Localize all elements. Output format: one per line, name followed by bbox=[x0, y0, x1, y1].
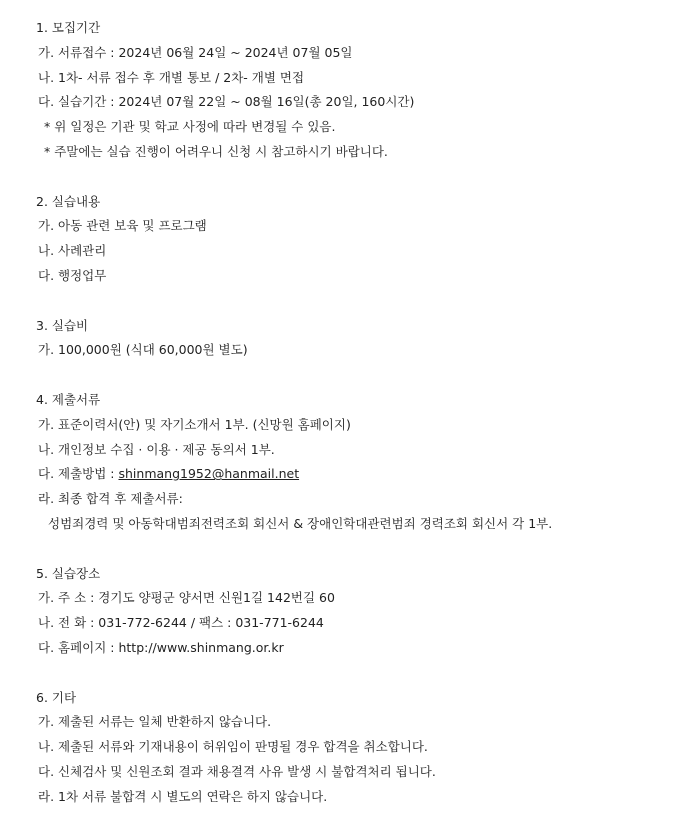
spacer bbox=[36, 289, 681, 314]
section-item: 나. 제출된 서류와 기재내용이 허위임이 판명될 경우 합격을 취소합니다. bbox=[38, 739, 428, 755]
section-heading: 1. 모집기간 bbox=[36, 20, 101, 35]
section-item: 나. 사례관리 bbox=[38, 243, 107, 259]
submit-method-label: 다. 제출방법 : bbox=[38, 466, 119, 482]
section-heading: 5. 실습장소 bbox=[36, 565, 101, 581]
section-item: 가. 아동 관련 보육 및 프로그램 bbox=[38, 218, 207, 234]
spacer bbox=[36, 165, 681, 190]
section-item: 가. 주 소 : 경기도 양평군 양서면 신원1길 142번길 60 bbox=[38, 590, 335, 606]
section-heading: 3. 실습비 bbox=[36, 317, 89, 333]
section-item: 다. 행정업무 bbox=[38, 267, 107, 283]
section-item-detail: 성범죄경력 및 아동학대범죄전력조회 회신서 & 장애인학대관련범죄 경력조회 회신서 각 1부. bbox=[48, 515, 553, 531]
section-item: 다. 신체검사 및 신원조회 결과 채용결격 사유 발생 시 불합격처리 됩니다. bbox=[38, 763, 436, 779]
section-item: 다. 홈페이지 : http://www.shinmang.or.kr bbox=[38, 639, 284, 655]
section-note: * 주말에는 실습 진행이 어려우니 신청 시 참고하시기 바랍니다. bbox=[44, 143, 388, 159]
section-item: 라. 1차 서류 불합격 시 별도의 연락은 하지 않습니다. bbox=[38, 788, 328, 804]
section-heading: 2. 실습내용 bbox=[36, 193, 101, 209]
spacer bbox=[36, 537, 681, 562]
section-note: * 위 일정은 기관 및 학교 사정에 따라 변경될 수 있음. bbox=[44, 119, 336, 135]
section-item: 다. 실습기간 : 2024년 07월 22일 ~ 08월 16일(총 20일, 160시간) bbox=[38, 94, 415, 110]
section-heading: 6. 기타 bbox=[36, 689, 77, 705]
section-heading: 4. 제출서류 bbox=[36, 391, 101, 407]
section-item: 나. 개인정보 수집 · 이용 · 제공 동의서 1부. bbox=[38, 441, 275, 457]
section-item: 가. 제출된 서류는 일체 반환하지 않습니다. bbox=[38, 714, 272, 730]
section-item: 가. 서류접수 : 2024년 06월 24일 ~ 2024년 07월 05일 bbox=[38, 44, 353, 60]
submit-method bbox=[36, 462, 681, 487]
email-link[interactable]: shinmang1952@hanmail.net bbox=[118, 466, 300, 482]
section-item: 가. 100,000원 (식대 60,000원 별도) bbox=[38, 342, 248, 358]
spacer bbox=[36, 661, 681, 686]
spacer bbox=[36, 363, 681, 388]
section-item: 라. 최종 합격 후 제출서류: bbox=[38, 491, 183, 507]
section-item: 나. 1차- 서류 접수 후 개별 통보 / 2차- 개별 면접 bbox=[38, 69, 305, 85]
section-item: 나. 전 화 : 031-772-6244 / 팩스 : 031-771-6244 bbox=[38, 615, 324, 631]
section-item: 가. 표준이력서(안) 및 자기소개서 1부. (신망원 홈페이지) bbox=[38, 416, 351, 432]
